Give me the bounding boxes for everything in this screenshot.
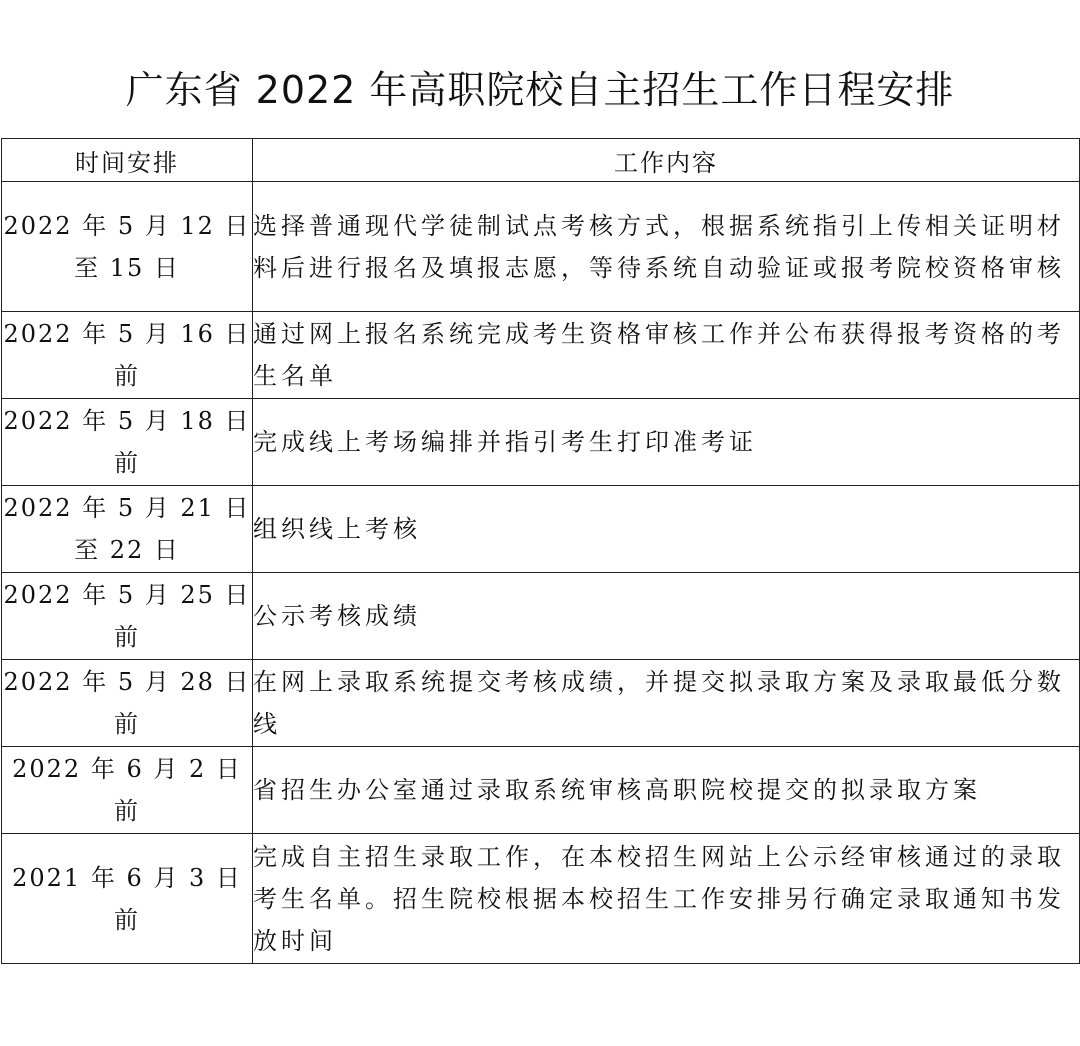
time-line: 前 [114, 362, 140, 390]
table-row [2, 312, 1080, 399]
content-cell: 组织线上考核 [253, 486, 1080, 573]
time-line: 2022 年 5 月 25 日 [3, 581, 251, 609]
table-row [2, 399, 1080, 486]
table-row [2, 834, 1080, 964]
time-cell [2, 182, 253, 312]
time-line: 前 [114, 623, 140, 651]
time-line: 前 [114, 710, 140, 738]
time-cell [2, 486, 253, 573]
table-row [2, 573, 1080, 660]
time-line: 2021 年 6 月 3 日 [12, 863, 242, 892]
time-line: 前 [114, 905, 140, 934]
time-line: 至 22 日 [74, 536, 180, 564]
time-line: 2022 年 5 月 18 日 [3, 407, 251, 435]
time-line: 2022 年 5 月 21 日 [3, 494, 251, 522]
time-line: 2022 年 5 月 16 日 [3, 320, 251, 348]
table-row [2, 182, 1080, 312]
content-cell: 选择普通现代学徒制试点考核方式，根据系统指引上传相关证明材料后进行报名及填报志愿，等待系统自动验证或报考院校资格审核 [253, 182, 1080, 312]
content-cell: 公示考核成绩 [253, 573, 1080, 660]
table-header-row [2, 139, 1080, 182]
time-line: 前 [114, 449, 140, 477]
time-line: 2022 年 6 月 2 日 [12, 755, 242, 783]
time-cell [2, 573, 253, 660]
time-line: 2022 年 5 月 12 日 [3, 211, 251, 240]
table-row [2, 486, 1080, 573]
time-cell [2, 399, 253, 486]
header-content: 工作内容 [253, 139, 1080, 182]
time-cell [2, 834, 253, 964]
content-cell: 省招生办公室通过录取系统审核高职院校提交的拟录取方案 [253, 747, 1080, 834]
content-cell: 在网上录取系统提交考核成绩，并提交拟录取方案及录取最低分数线 [253, 660, 1080, 747]
table-row [2, 747, 1080, 834]
time-cell [2, 312, 253, 399]
time-line: 2022 年 5 月 28 日 [3, 668, 251, 696]
time-cell [2, 660, 253, 747]
table-row [2, 660, 1080, 747]
header-time: 时间安排 [2, 139, 253, 182]
schedule-table [1, 138, 1080, 964]
time-line: 前 [114, 797, 140, 825]
content-cell: 通过网上报名系统完成考生资格审核工作并公布获得报考资格的考生名单 [253, 312, 1080, 399]
content-cell: 完成自主招生录取工作，在本校招生网站上公示经审核通过的录取考生名单。招生院校根据本校招生工作安排另行确定录取通知书发放时间 [253, 834, 1080, 964]
time-line: 至 15 日 [74, 253, 180, 282]
document-title: 广东省 2022 年高职院校自主招生工作日程安排 [125, 68, 955, 112]
time-cell [2, 747, 253, 834]
content-cell: 完成线上考场编排并指引考生打印准考证 [253, 399, 1080, 486]
